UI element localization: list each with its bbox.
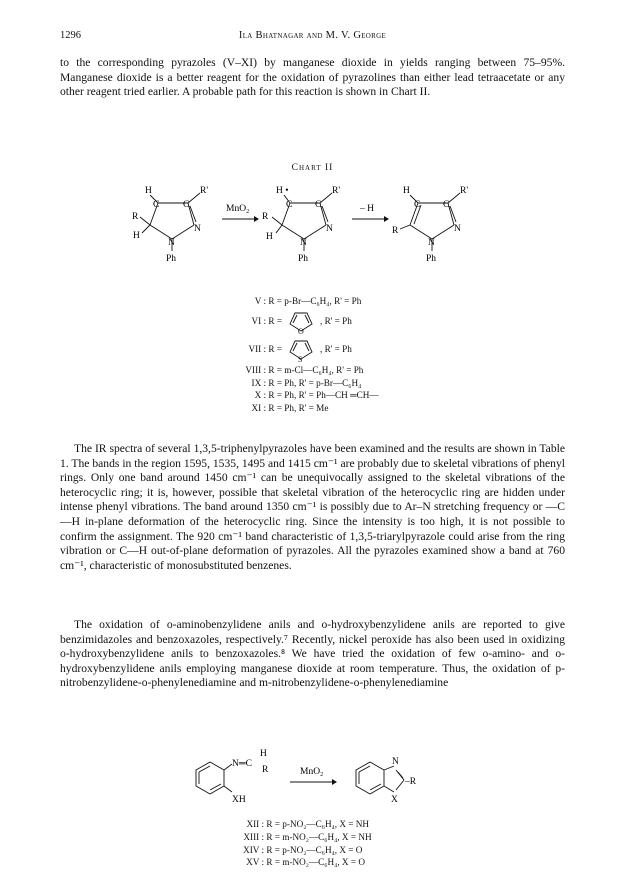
benzazole-n: N — [392, 757, 399, 767]
anil-h: H — [260, 749, 267, 759]
reagent-mno2-2: MnO₂ — [300, 767, 324, 777]
mol3-n: N — [454, 224, 461, 234]
compound-list-1 — [232, 295, 379, 415]
mol2-h-radical: H • — [276, 186, 289, 196]
svg-text:S: S — [298, 354, 303, 362]
reaction-arrowhead-1 — [254, 216, 259, 222]
compound-xi: XI : R = Ph, R' = Me — [251, 403, 329, 414]
thiophene-ring-icon — [286, 338, 316, 362]
compound-v: V : R = p-Br—C₆H₄, R' = Ph — [254, 296, 362, 306]
mol2-r: R — [262, 212, 269, 222]
compound-xiii: XIII : R = m-NO₂—C₆H₄, X = NH — [243, 831, 372, 842]
mol2-c2: C — [315, 200, 322, 210]
compound-ix: IX : R = Ph, R' = p-Br—C₆H₄ — [251, 377, 362, 388]
mol1-c1: C — [153, 200, 160, 210]
chart-title: Chart II — [291, 163, 334, 173]
anil-n-c: N═C — [232, 759, 252, 769]
mol1-c2: C — [183, 200, 190, 210]
compound-vii: VII : R = S , R' = Ph — [232, 336, 379, 364]
mol2-n: N — [326, 224, 333, 234]
compound-x: X : R = Ph, R' = Ph—CH ═CH— — [254, 390, 379, 401]
benzimidazole-scheme — [0, 748, 625, 820]
mol3-h: H — [403, 186, 410, 196]
running-title: Ila Bhatnagar and M. V. George — [238, 30, 387, 41]
compound-vi: VI : R = O , R' = Ph — [232, 308, 379, 336]
compound-xii: XII : R = p-NO₂—C₆H₄, X = NH — [246, 819, 370, 829]
anil-structure — [196, 762, 232, 794]
mol3-c2: C — [443, 200, 450, 210]
mol1-r-prime: R' — [200, 186, 209, 196]
oxidation-paragraph: The oxidation of o-aminobenzylidene anils and o-hydroxybenzylidene anils are reported to give benzimidazoles and benzoxazoles, respectively.⁷ Recently, nickel peroxide has also been used in oxidizing o-hydroxybenzylidene anils to benzoxazoles.⁸ We have tried the oxidation of few o-amino- and o-hydroxybenzylidene anils employing manganese dioxide at room temperature. Thus, the oxidation of p-nitrobenzylidene-o-phenylenediamine and m-nitrobenzylidene-o-phenylenediamine — [60, 618, 565, 690]
mol2-r-prime: R' — [332, 186, 341, 196]
reagent-minus-h: – H — [360, 204, 374, 214]
compound-xv: XV : R = m-NO₂—C₆H₄, X = O — [246, 857, 365, 868]
mol3-ph: Ph — [426, 254, 437, 264]
anil-r: R — [262, 765, 269, 775]
mol1-h-top: H — [145, 186, 152, 196]
mol3-n2: N — [428, 238, 435, 248]
benzazole-x: X — [391, 795, 398, 805]
benzazole-r: –R — [405, 777, 417, 787]
intro-paragraph: to the corresponding pyrazoles (V–XI) by manganese dioxide in yields ranging between 75–95%. Manganese dioxide is a better reagent for the oxidation of pyrazolines than either lead tetraacetate or any other reagent tried earlier. A probable path for this reaction is shown in Chart II. — [60, 56, 565, 99]
ir-spectra-paragraph: The IR spectra of several 1,3,5-triphenylpyrazoles have been examined and the results are shown in Table 1. The bands in the region 1595, 1535, 1495 and 1415 cm⁻¹ are probably due to skeletal vibrations of phenyl rings. Only one band around 1450 cm⁻¹ can be unequivocally assigned to the skeletal vibrations of the heterocyclic ring; it is, however, possible that skeletal vibration of the heterocyclic ring are hidden under intense phenyl vibrations. The band around 1350 cm⁻¹ is possibly due to Ar–N stretching frequency or —C—H in-plane deformation of the heterocyclic ring. Since the intensity is too high, it is not possible to confirm the assignment. The 920 cm⁻¹ band characteristic of 1,3,5-triarylpyrazole could arise from the ring vibration or C—H out-of-plane deformation of pyrazoles. All the pyrazoles examined show a band at 760 cm⁻¹, characteristic of monosubstituted benzenes. — [60, 442, 565, 572]
page-number: 1296 — [60, 30, 81, 41]
anil-xh: XH — [232, 795, 246, 805]
svg-text:O: O — [298, 326, 304, 334]
mol1-ph: Ph — [166, 254, 177, 264]
page-header — [60, 30, 565, 46]
mol3-c1: C — [414, 200, 421, 210]
mol3-r-prime: R' — [460, 186, 469, 196]
mol1-n: N — [194, 224, 201, 234]
mol2-c1: C — [286, 200, 293, 210]
mol1-n2: N — [168, 238, 175, 248]
mol1-h-bottom: H — [133, 231, 140, 241]
compound-list-2 — [226, 818, 372, 869]
reaction-arrowhead-3 — [332, 779, 337, 785]
mol2-ph: Ph — [298, 254, 309, 264]
compound-viii: VIII : R = m-Cl—C₆H₄, R' = Ph — [245, 364, 364, 375]
furan-ring-icon — [286, 310, 316, 334]
mol2-h-bottom: H — [266, 232, 273, 242]
mol1-r: R — [132, 212, 139, 222]
compound-xiv: XIV : R = p-NO₂—C₆H₄, X = O — [243, 844, 363, 855]
reaction-arrowhead-2 — [384, 216, 389, 222]
mol2-n2: N — [300, 238, 307, 248]
chart-ii-scheme — [0, 175, 625, 285]
mol3-r: R — [392, 226, 399, 236]
reagent-mno2: MnO₂ — [226, 204, 250, 214]
